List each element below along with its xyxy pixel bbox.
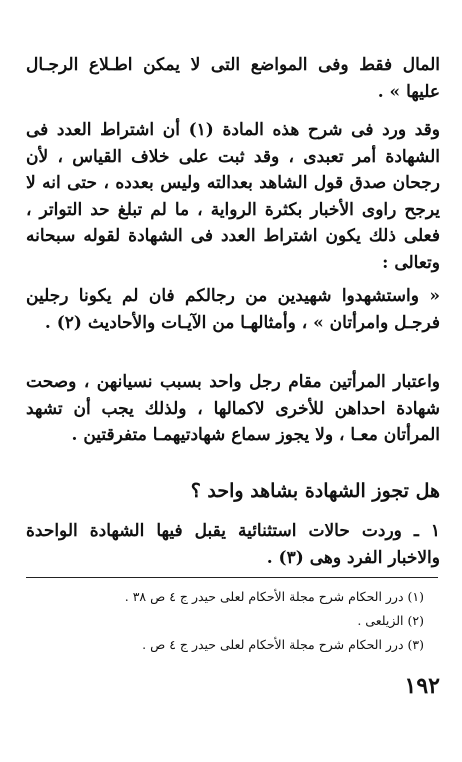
- footnote-divider: [26, 577, 438, 578]
- paragraph-quran-quote: « واستشهدوا شهيدين من رجالكم فان لم يكونا رجلين فرجـل وامرأتان » ، وأمثالهـا من الآيـات والأحاديث (٢) .: [26, 286, 440, 333]
- footnote-2: (٢) الزيلعى .: [357, 613, 424, 628]
- page-number: ١٩٢: [404, 673, 440, 699]
- paragraph-continuation: المال فقط وفى المواضع التى لا يمكن اطـلاع الرجـال عليها » .: [26, 55, 440, 102]
- paragraph-counting-witnesses: وقد ورد فى شرح هذه المادة (١) أن اشتراط العدد فى الشهادة أمر تعبدى ، وقد ثبت على خلاف القياس ، لأن رجحان صدق قول الشاهد بعدالته وليس بعدده ، حتى انه لا يرجح راوى الأخبار بكثرة الرواية ، ما لم تبلغ حد التواتر ، فعلى ذلك يكون اشتراط العدد فى الشهادة لقوله سبحانه وتعالى :: [26, 120, 440, 273]
- paragraph-two-women: واعتبار المرأتين مقام رجل واحد بسبب نسيانهن ، وصحت شهادة احداهن للأخرى لاكمالها ، ولذلك يجب أن تشهد المرأتان معـا ، ولا يجوز سماع شهادتيهمـا متفرقتين .: [26, 372, 440, 445]
- footnotes: [26, 585, 424, 657]
- footnote-1: (١) درر الحكام شرح مجلة الأحكام لعلى حيدر ج ٤ ص ٣٨ .: [124, 589, 424, 604]
- paragraph-exceptions: ١ ـ وردت حالات استثنائية يقبل فيها الشهادة الواحدة والاخبار الفرد وهى (٣) .: [26, 521, 440, 568]
- section-heading: هل تجوز الشهادة بشاهد واحد ؟: [190, 480, 440, 502]
- footnote-3: (٣) درر الحكام شرح مجلة الأحكام لعلى حيدر ج ٤ ص .: [142, 637, 424, 652]
